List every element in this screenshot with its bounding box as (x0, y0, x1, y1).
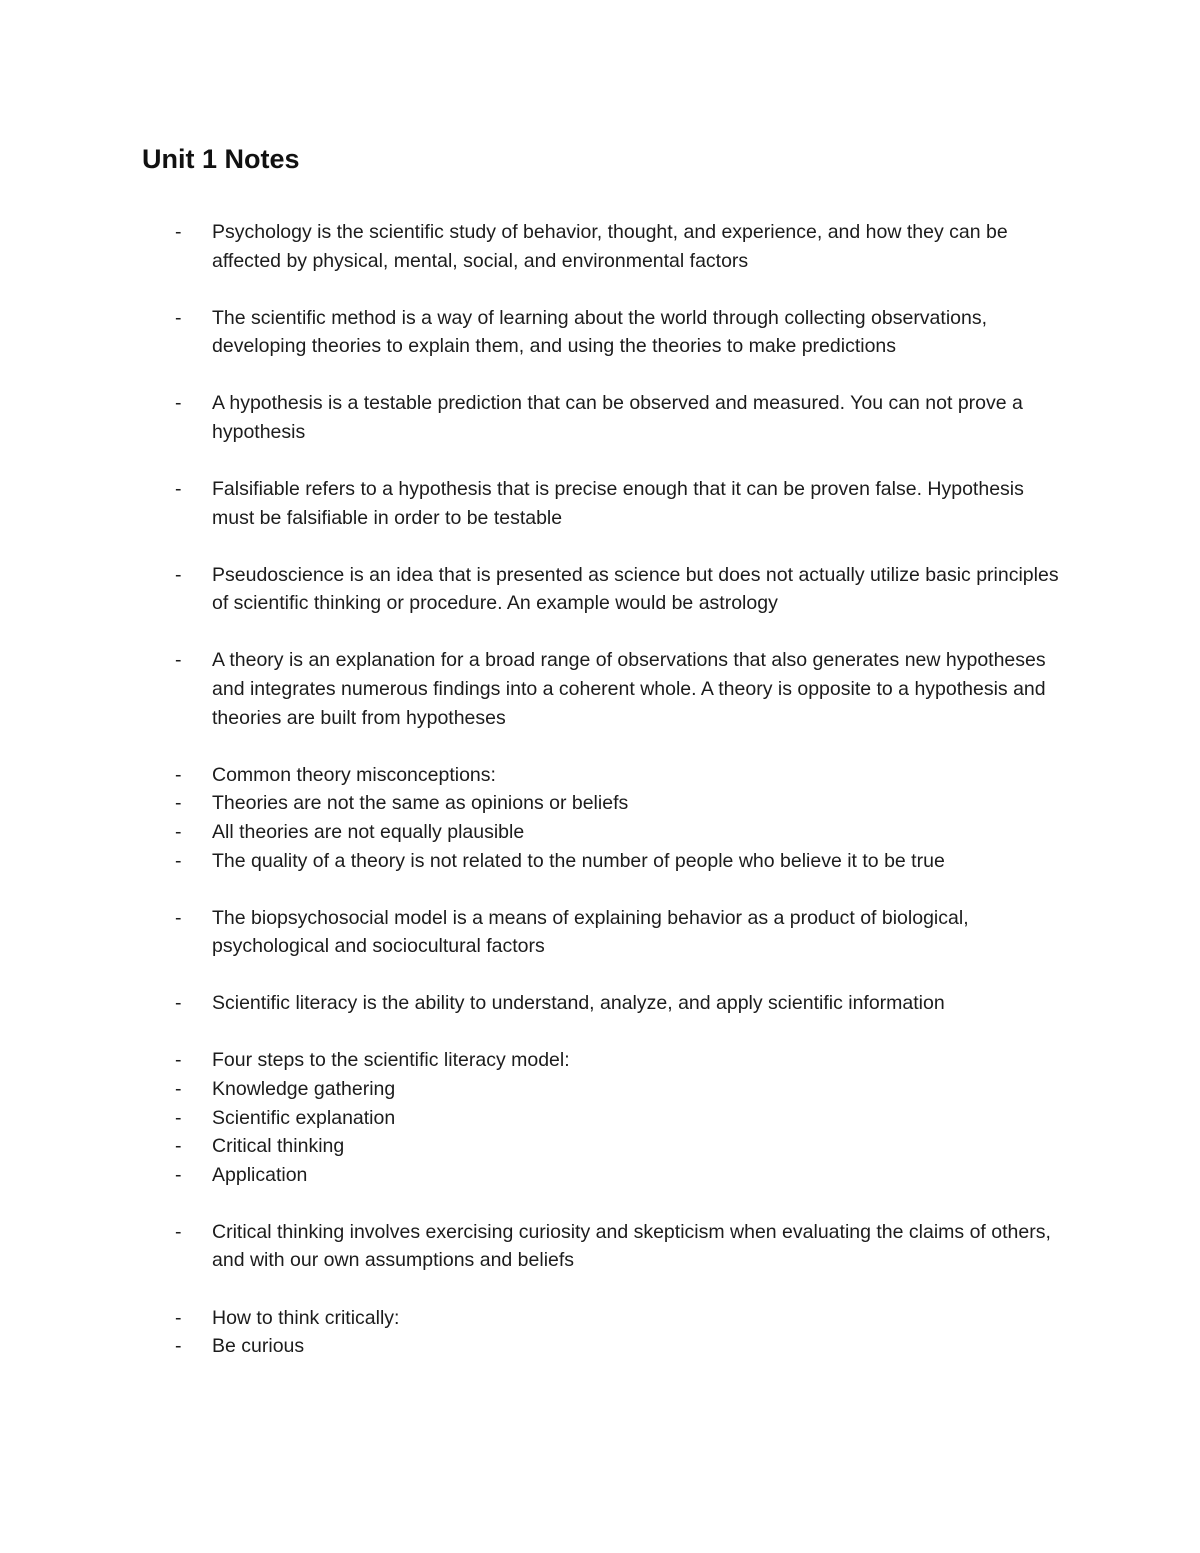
bullet-dash: - (175, 1049, 182, 1072)
bullet-dash: - (175, 649, 182, 672)
note-text: Pseudoscience is an idea that is presented as science but does not actually utilize basic principles of scientific thinking or procedure. An example would be astrology (212, 563, 1059, 615)
note-text: Scientific literacy is the ability to understand, analyze, and apply scientific information (212, 992, 945, 1015)
note-text: How to think critically: (212, 1306, 400, 1329)
note-item-step-2 (0, 1104, 1200, 1133)
bullet-dash: - (175, 221, 182, 243)
bullet-dash: - (175, 306, 182, 329)
note-item-be-curious (0, 1332, 1200, 1361)
note-text: Scientific explanation (212, 1106, 396, 1129)
bullet-dash: - (175, 849, 182, 872)
bullet-dash: - (175, 1335, 182, 1358)
bullet-dash: - (175, 1135, 182, 1158)
note-text: Application (212, 1163, 308, 1186)
note-text: The biopsychosocial model is a means of explaining behavior as a product of biological, psychological and sociocultural factors (212, 906, 969, 958)
note-text: Be curious (212, 1335, 305, 1358)
bullet-dash: - (175, 1220, 182, 1243)
note-item-theory (0, 646, 1200, 732)
note-text: Psychology is the scientific study of behavior, thought, and experience, and how they can be affected by physical, mental, social, and environmental factors (212, 221, 1008, 272)
bullet-dash: - (175, 1077, 182, 1100)
note-item-step-1 (0, 1075, 1200, 1104)
note-item-scientific-method (0, 304, 1200, 361)
bullet-dash: - (175, 763, 182, 786)
bullet-dash: - (175, 478, 182, 501)
note-item-falsifiable (0, 475, 1200, 532)
note-item-step-3 (0, 1132, 1200, 1161)
note-item-scientific-literacy (0, 989, 1200, 1018)
bullet-dash: - (175, 1163, 182, 1186)
note-text: Common theory misconceptions: (212, 763, 496, 786)
bullet-dash: - (175, 820, 182, 843)
note-item-misconception-2 (0, 818, 1200, 847)
bullet-dash: - (175, 1306, 182, 1329)
bullet-dash: - (175, 992, 182, 1015)
note-item-think-critically-heading (0, 1304, 1200, 1333)
note-text: Theories are not the same as opinions or beliefs (212, 792, 629, 815)
note-item-hypothesis (0, 389, 1200, 446)
bullet-dash: - (175, 392, 182, 415)
note-text: Critical thinking (212, 1135, 345, 1158)
note-text: Knowledge gathering (212, 1077, 396, 1100)
note-item-pseudoscience (0, 561, 1200, 618)
note-text: The quality of a theory is not related to the number of people who believe it to be true (212, 849, 945, 872)
page-title: Unit 1 Notes (142, 144, 300, 174)
notes-list (0, 218, 1200, 1361)
note-text: The scientific method is a way of learning about the world through collecting observations, developing theories to explain them, and using the theories to make predictions (212, 306, 988, 358)
note-item-misconception-1 (0, 789, 1200, 818)
note-text: A hypothesis is a testable prediction that can be observed and measured. You can not prove a hypothesis (212, 392, 1023, 443)
note-text: All theories are not equally plausible (212, 820, 525, 843)
note-text: Falsifiable refers to a hypothesis that is precise enough that it can be proven false. Hypothesis must be falsifiable in order to be testable (212, 478, 1024, 529)
note-item-misconception-3 (0, 847, 1200, 876)
note-item-step-4 (0, 1161, 1200, 1190)
note-text: Critical thinking involves exercising curiosity and skepticism when evaluating the claims of others, and with our own assumptions and beliefs (212, 1220, 1051, 1272)
bullet-dash: - (175, 906, 182, 929)
note-item-psychology (0, 218, 1200, 275)
note-item-biopsychosocial (0, 904, 1200, 961)
note-item-misconceptions-heading (0, 761, 1200, 790)
note-item-critical-thinking (0, 1218, 1200, 1275)
note-text: A theory is an explanation for a broad range of observations that also generates new hypotheses and integrates numerous findings into a coherent whole. A theory is opposite to a hypothesis and theories are built from hypotheses (212, 649, 1046, 729)
bullet-dash: - (175, 792, 182, 815)
note-text: Four steps to the scientific literacy model: (212, 1049, 570, 1072)
note-item-literacy-steps-heading (0, 1046, 1200, 1075)
bullet-dash: - (175, 563, 182, 586)
bullet-dash: - (175, 1106, 182, 1129)
